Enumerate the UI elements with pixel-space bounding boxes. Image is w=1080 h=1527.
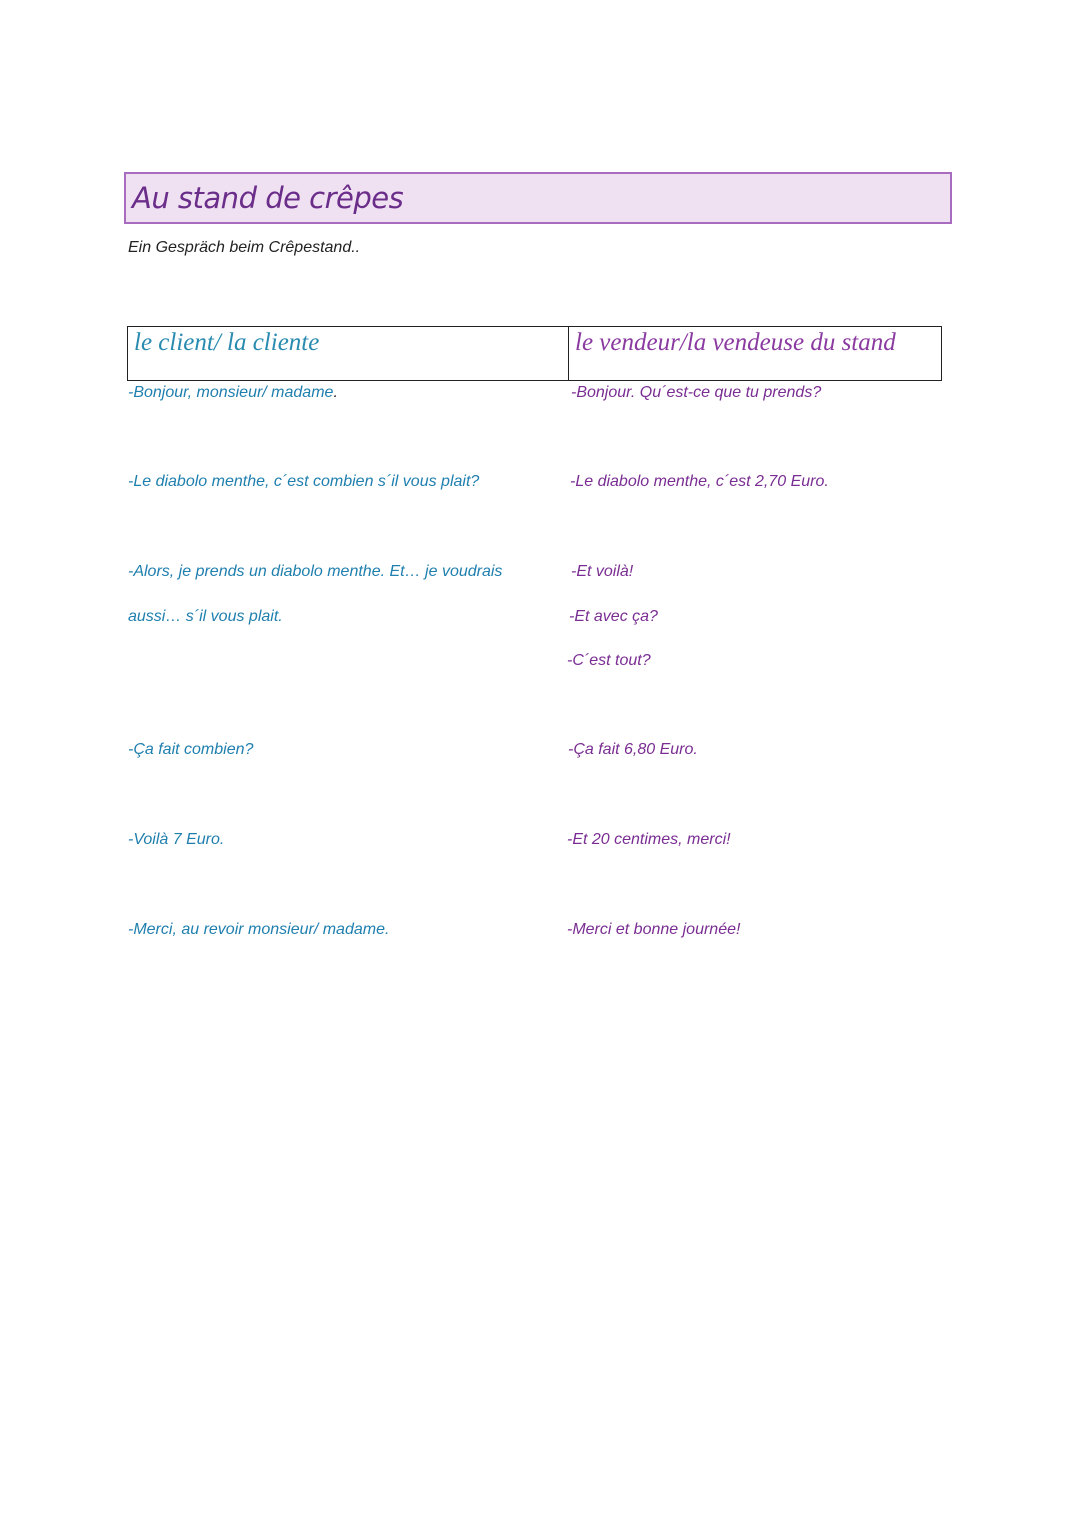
vendor-line-7: -Et 20 centimes, merci! — [567, 831, 731, 848]
client-column-header: le client/ la cliente — [128, 327, 569, 380]
client-line-6: -Voilà 7 Euro. — [128, 831, 225, 848]
dialogue-header-table — [127, 326, 942, 381]
client-line-7: -Merci, au revoir monsieur/ madame. — [128, 921, 390, 938]
vendor-line-1: -Bonjour. Qu´est-ce que tu prends? — [571, 384, 822, 401]
page-title: Au stand de crêpes — [132, 181, 404, 215]
client-line-4: aussi… s´il vous plait. — [128, 608, 283, 625]
vendor-column-header: le vendeur/la vendeuse du stand — [575, 329, 896, 356]
client-line-5: -Ça fait combien? — [128, 741, 254, 758]
vendor-line-4: -Et avec ça? — [569, 608, 658, 625]
subtitle: Ein Gespräch beim Crêpestand.. — [128, 239, 361, 256]
vendor-line-6: -Ça fait 6,80 Euro. — [568, 741, 698, 758]
vendor-line-3: -Et voilà! — [571, 563, 634, 580]
client-line-3: -Alors, je prends un diabolo menthe. Et… je voudrais — [128, 563, 503, 580]
client-line-2: -Le diabolo menthe, c´est combien s´il vous plait? — [128, 473, 480, 490]
client-line-1-period: . — [333, 384, 338, 401]
vendor-line-8: -Merci et bonne journée! — [567, 921, 741, 938]
title-box — [124, 172, 952, 224]
vendor-line-2: -Le diabolo menthe, c´est 2,70 Euro. — [570, 473, 829, 490]
client-line-1: -Bonjour, monsieur/ madame. — [128, 384, 338, 401]
vendor-line-5: -C´est tout? — [567, 652, 651, 669]
